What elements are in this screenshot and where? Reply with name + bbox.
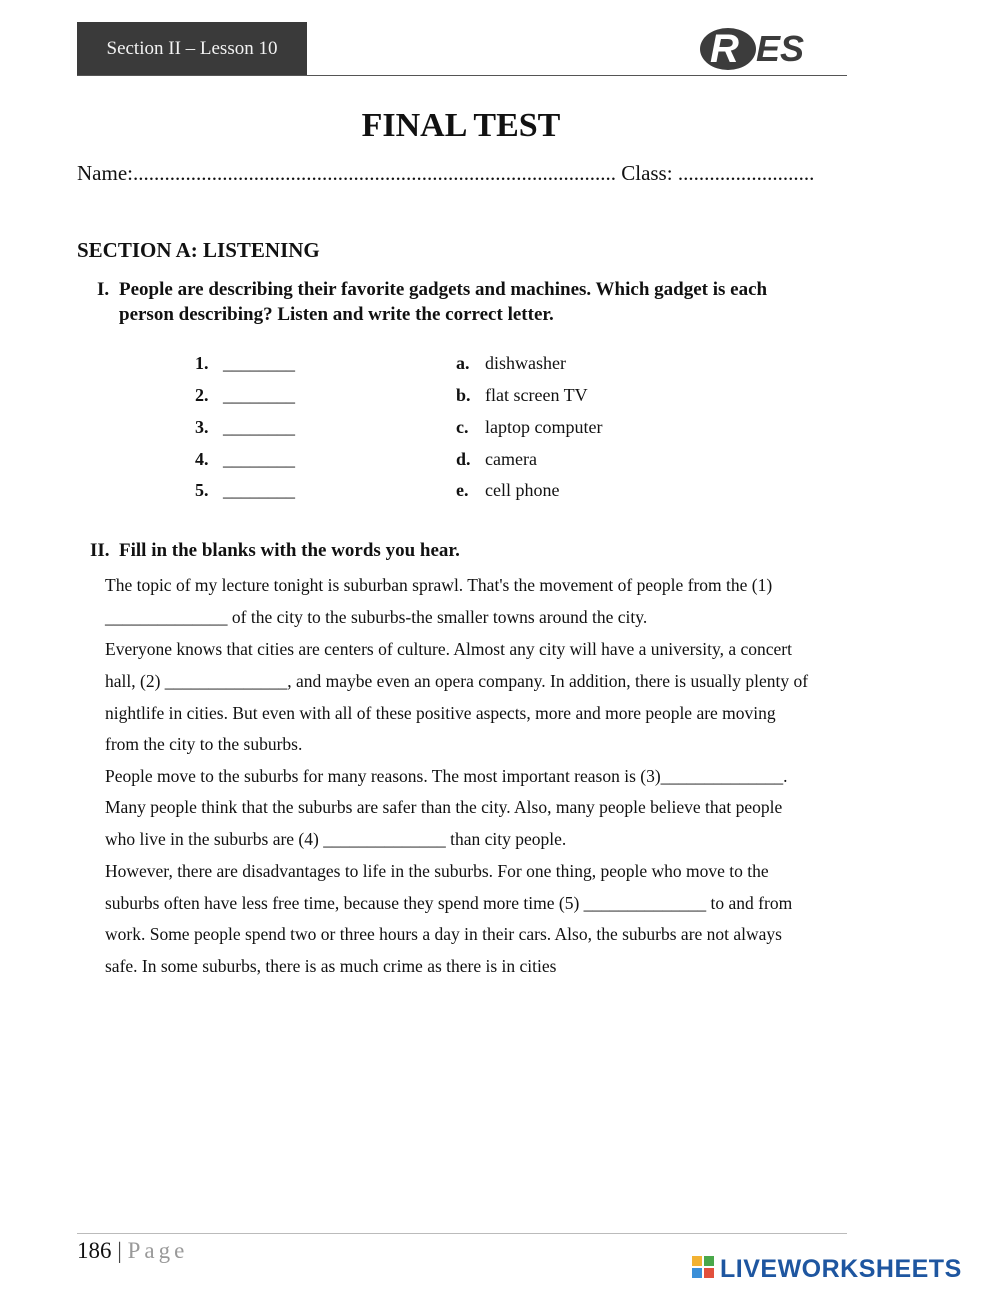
question-instruction	[119, 277, 839, 327]
footer-divider	[77, 1233, 847, 1234]
option-letter: c.	[456, 417, 469, 437]
passage-line: Everyone knows that cities are centers of culture. Almost any city will have a university, a concert	[105, 639, 792, 659]
option-letter: b.	[456, 385, 471, 405]
answer-number: 5.	[195, 480, 209, 500]
option-letter: d.	[456, 449, 471, 469]
logo-text: ES	[756, 28, 805, 69]
option-text: cell phone	[485, 480, 560, 500]
page-number	[77, 1236, 188, 1266]
answer-blank[interactable]: ________	[223, 353, 295, 373]
answer-blank[interactable]: ________	[223, 385, 295, 405]
name-class-line: Name:............................................................................................ Class: ..........................	[77, 161, 815, 185]
question-instruction: Fill in the blanks with the words you hear.	[119, 540, 460, 561]
answer-number: 2.	[195, 385, 209, 405]
passage-line: People move to the suburbs for many reasons. The most important reason is (3)______________.	[105, 766, 788, 786]
option-text: camera	[485, 449, 537, 469]
logo-letter: R	[710, 27, 739, 71]
liveworksheets-text: LIVEWORKSHEETS	[720, 1255, 962, 1283]
answer-blank[interactable]: ________	[223, 480, 295, 500]
liveworksheets-brand	[690, 1254, 990, 1284]
lesson-header: Section II – Lesson 10	[77, 22, 307, 76]
answer-number: 3.	[195, 417, 209, 437]
answer-blank[interactable]: ________	[223, 449, 295, 469]
answer-number: 4.	[195, 449, 209, 469]
passage-line: However, there are disadvantages to life in the suburbs. For one thing, people who move to the	[105, 861, 769, 881]
section-heading: SECTION A: LISTENING	[77, 238, 320, 262]
passage-line: Many people think that the suburbs are safer than the city. Also, many people believe that people	[105, 797, 783, 817]
option-text: flat screen TV	[485, 385, 588, 405]
passage-line: suburbs often have less free time, because they spend more time (5) ______________ to and from	[105, 893, 793, 913]
liveworksheets-icon	[692, 1256, 716, 1280]
question-number: I.	[97, 279, 110, 300]
page-title: FINAL TEST	[361, 107, 561, 144]
page-label: Page	[127, 1238, 189, 1263]
option-text: dishwasher	[485, 353, 566, 373]
answer-blank[interactable]: ________	[223, 417, 295, 437]
instruction-line: person describing? Listen and write the correct letter.	[119, 304, 554, 325]
option-text: laptop computer	[485, 417, 603, 437]
page-number-value: 186	[77, 1238, 112, 1263]
passage-line: The topic of my lecture tonight is suburban sprawl. That's the movement of people from the (1)	[105, 575, 773, 595]
question-number: II.	[90, 540, 110, 561]
passage-line: who live in the suburbs are (4) ______________ than city people.	[105, 829, 567, 849]
res-logo	[700, 26, 820, 72]
option-letter: e.	[456, 480, 469, 500]
passage-line: safe. In some suburbs, there is as much crime as there is in cities	[105, 956, 557, 976]
passage-line: work. Some people spend two or three hours a day in their cars. Also, the suburbs are not always	[105, 924, 782, 944]
header-divider	[77, 75, 847, 76]
answer-number: 1.	[195, 353, 209, 373]
passage-line: ______________ of the city to the suburbs-the smaller towns around the city.	[105, 607, 648, 627]
passage-line: hall, (2) ______________, and maybe even an opera company. In addition, there is usually plenty of	[105, 671, 809, 691]
page-separator: |	[111, 1238, 128, 1263]
instruction-line: People are describing their favorite gadgets and machines. Which gadget is each	[119, 279, 768, 300]
passage-line: from the city to the suburbs.	[105, 734, 303, 754]
option-letter: a.	[456, 353, 470, 373]
passage-line: nightlife in cities. But even with all of these positive aspects, more and more people are moving	[105, 703, 776, 723]
